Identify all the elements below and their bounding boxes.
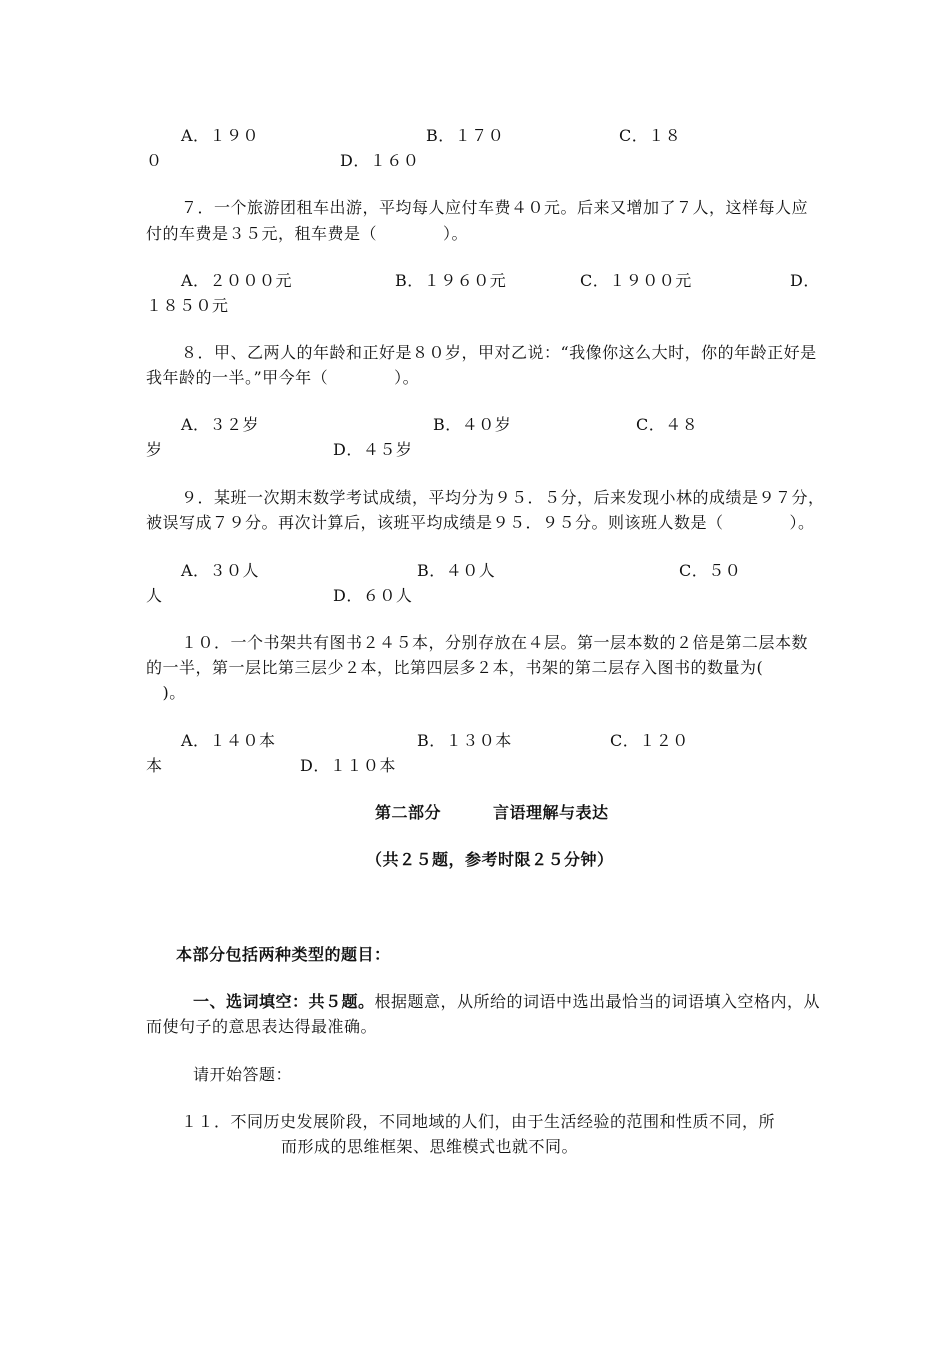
part2-intro: 本部分包括两种类型的题目： (176, 945, 391, 964)
q6-option-b: B．１７０ (426, 126, 505, 145)
q8-option-a: A．３２岁 (181, 415, 260, 434)
q8-stem-line1: ８．甲、乙两人的年龄和正好是８０岁，甲对乙说：“我像你这么大时，你的年龄正好是 (181, 343, 817, 362)
q10-option-c: C．１２０ (610, 731, 689, 750)
q6-option-c-continued: ０ (146, 151, 163, 170)
q11-stem-line2: 而形成的思维框架、思维模式也就不同。 (281, 1137, 579, 1156)
section1-heading: 一、选词填空：共５题。 (193, 992, 375, 1011)
q9-option-a: A．３０人 (181, 561, 260, 580)
q8-option-c-continued: 岁 (146, 440, 163, 459)
q7-option-b: B．１９６０元 (395, 271, 507, 290)
q10-option-c-continued: 本 (146, 756, 163, 775)
q6-option-a: A．１９０ (181, 126, 260, 145)
q9-option-c: C．５０ (679, 561, 742, 580)
q10-option-b: B．１３０本 (417, 731, 512, 750)
part2-title-right: 言语理解与表达 (493, 803, 609, 822)
q8-option-b: B．４０岁 (433, 415, 512, 434)
q8-stem-line2: 我年龄的一半。”甲今年（ ）。 (146, 368, 420, 387)
q9-option-d: D．６０人 (333, 586, 413, 605)
part2-subtitle: （共２５题，参考时限２５分钟） (366, 850, 614, 869)
q9-option-c-continued: 人 (146, 586, 163, 605)
part2-title-left: 第二部分 (375, 803, 442, 822)
q6-option-d: D．１６０ (340, 151, 420, 170)
q6-option-c: C．１８ (619, 126, 682, 145)
q7-option-c: C．１９００元 (580, 271, 692, 290)
q10-option-a: A．１４０本 (181, 731, 276, 750)
q10-stem-line3: )。 (146, 683, 186, 702)
q7-stem-line1: ７．一个旅游团租车出游，平均每人应付车费４０元。后来又增加了７人，这样每人应 (181, 198, 809, 217)
section1-text: 根据题意，从所给的词语中选出最恰当的词语填入空格内，从 (374, 992, 821, 1011)
start-prompt: 请开始答题： (193, 1065, 293, 1084)
section1-paragraph-line1 (193, 992, 820, 1012)
q10-stem-line2: 的一半，第一层比第三层少２本，比第四层多２本，书架的第二层存入图书的数量为( (146, 658, 764, 677)
q7-option-d: D． (790, 271, 820, 290)
q8-option-d: D．４５岁 (333, 440, 413, 459)
q11-stem-line1: １１．不同历史发展阶段，不同地域的人们，由于生活经验的范围和性质不同，所 (181, 1112, 776, 1131)
q9-option-b: B．４０人 (417, 561, 496, 580)
q9-stem-line1: ９．某班一次期末数学考试成绩，平均分为９５．５分，后来发现小林的成绩是９７分， (181, 488, 825, 507)
section1-paragraph-line2: 而使句子的意思表达得最准确。 (146, 1017, 378, 1036)
q7-option-d-continued: １８５０元 (146, 296, 229, 315)
q10-option-d: D．１１０本 (300, 756, 396, 775)
q10-stem-line1: １０．一个书架共有图书２４５本，分别存放在４层。第一层本数的２倍是第二层本数 (181, 633, 809, 652)
q7-option-a: A．２０００元 (181, 271, 293, 290)
q7-stem-line2: 付的车费是３５元，租车费是（ ）。 (146, 224, 469, 243)
q9-stem-line2: 被误写成７９分。再次计算后，该班平均成绩是９５．９５分。则该班人数是（ ）。 (146, 513, 815, 532)
q8-option-c: C．４８ (636, 415, 699, 434)
